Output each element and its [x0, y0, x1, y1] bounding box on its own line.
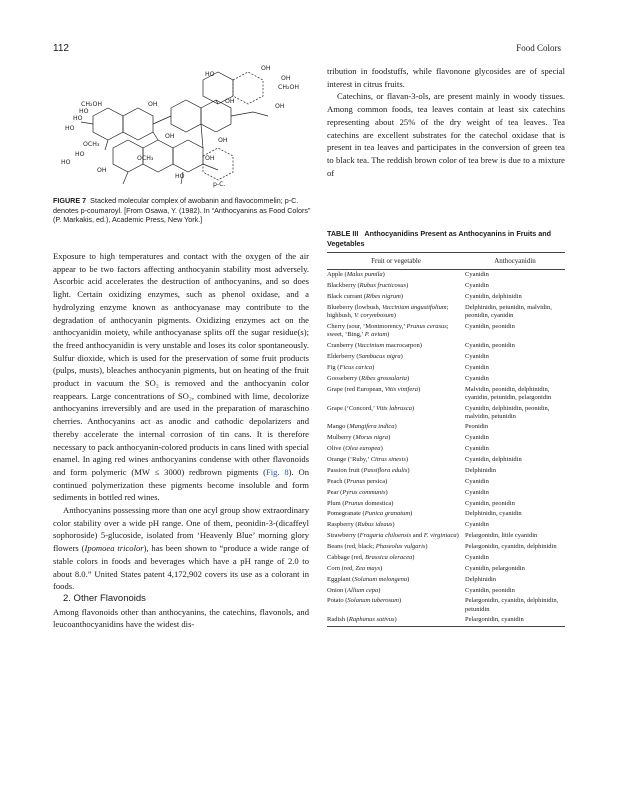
table-title-text: Anthocyanidins Present as Anthocyanins in Fruits and Vegetables: [327, 229, 552, 248]
anthocyanidin-cell: Cyanidin, delphinidin: [465, 456, 522, 464]
structure-labels: [61, 65, 299, 188]
structure-bonds: [81, 72, 268, 184]
fruit-cell: Pear (Pyrus communis): [327, 488, 388, 496]
table-row: [327, 520, 565, 531]
table-row: [327, 531, 565, 542]
fruit-cell: Black currant (Ribes nigrum): [327, 293, 404, 301]
table-row: [327, 553, 565, 564]
structure-label: HO: [79, 108, 89, 115]
fruit-cell: Cranberry (Vaccinium macrocarpon): [327, 342, 422, 350]
anthocyanidin-cell: Cyanidin, peonidin: [465, 499, 515, 507]
fruit-cell: Blackberry (Rubus fructicosus): [327, 282, 409, 290]
anthocyanidin-cell: Malvidin, peonidin, delphinidin, cyanidin, petunidin, pelargonidin: [465, 385, 552, 401]
figure-caption-label: FIGURE 7: [53, 196, 87, 205]
fruit-cell: Gooseberry (Ribes grossularia): [327, 374, 410, 382]
anthocyanidin-cell: Cyanidin: [465, 282, 489, 290]
anthocyanidin-cell: Pelargonidin, little cyanidin: [465, 532, 538, 540]
fruit-cell: Raspberry (Rubus ideaus): [327, 521, 395, 529]
anthocyanidin-table: [327, 252, 565, 627]
table-row: [327, 303, 565, 322]
paragraph: [53, 504, 309, 593]
fruit-cell: Plum (Prunus domestica): [327, 499, 394, 507]
anthocyanidin-cell: Pelargonidin, cyanidin, delphinidin, petunidin: [465, 597, 559, 613]
table-row: [327, 322, 565, 341]
table-row: [327, 487, 565, 498]
structure-label: OH: [148, 101, 158, 108]
fruit-cell: Strawberry (Fragaria chiloensis and F. virginiaca): [327, 532, 459, 540]
table-row: [327, 444, 565, 455]
table-row: [327, 373, 565, 384]
paragraph-text: ). On continued polymerization these pigments become insoluble and form sediments in bottled red wines.: [53, 466, 309, 503]
figure-caption: [53, 196, 313, 225]
paragraph-text: Exposure to high temperatures and contact with the oxygen of the air appear to be two factors affecting anthocyanin stability most adversely. Ascorbic acid accelerates the destruction of anthocyanins, and so does light. Certain oxidizing enzymes, such as phenol oxidase, and a hydrolyzing enzyme known as anthocyanase may contribute to the degradation of anthocyanin pigments. Oxidizing enzymes act on the anthocyanidin moiety, while anthocyanase splits off the sugar residue(s); the freed anthocyanidin is very unstable and loses its color spontaneously. Sulfur dioxide, which is used for the preservation of some fruit products (pulps, musts), bleaches anthocyanin pigments, but on heating of the fruit product in vacuum the SO₂ is removed and the anthocyanin color reappears. Large concentrations of SO₂, combined with lime, decolorize anthocyanins irreversibly and are used in the preparation of maraschino cherries. Anthocyanins act as anodic and cathodic depolarizers and thereby accelerate the internal corrosion of tin cans. It is therefore necessary to pack anthocyanin-colored products in cans lined with special enamel. In aging red wines anthocyanins condense with other flavonoids and form polymeric (MW ≤ 3000) redbrown pigments (: [53, 251, 309, 477]
anthocyanidin-cell: Cyanidin: [465, 521, 489, 529]
table-row: [327, 362, 565, 373]
structure-label: HO: [205, 71, 215, 78]
anthocyanidin-cell: Cyanidin: [465, 374, 489, 382]
anthocyanidin-cell: Cyanidin, pelargonidin: [465, 564, 525, 572]
table-header-row: [327, 253, 565, 270]
page-number: 112: [53, 43, 69, 54]
fruit-cell: Radish (Raphanus sativus): [327, 615, 465, 626]
anthocyanidin-cell: Pelargonidin, cyanidin, delphinidin: [465, 543, 557, 551]
table-row: [327, 352, 565, 363]
fruit-cell: Onion (Allium cepa): [327, 586, 381, 594]
species-name: Ipomoea tricolor: [84, 543, 144, 554]
anthocyanidin-cell: Cyanidin, peonidin: [465, 342, 515, 350]
anthocyanidin-cell: Cyanidin: [465, 477, 489, 485]
table-row: [327, 433, 565, 444]
fruit-cell: Peach (Prunus persica): [327, 477, 388, 485]
right-column: [327, 65, 565, 179]
paragraph: [53, 250, 309, 504]
fruit-cell: Mulberry (Morus nigra): [327, 434, 391, 442]
table-row: [327, 422, 565, 433]
fruit-cell: Orange (‘Ruby,’ Citrus sinesis): [327, 456, 409, 464]
fruit-cell: Cherry (sour, ‘Montmorency,’ Prunus cerasus; sweet, ‘Bing,’ P. avium): [327, 323, 449, 339]
table-row: [327, 476, 565, 487]
anthocyanidin-cell: Cyanidin: [465, 488, 489, 496]
structure-label: OH: [165, 133, 175, 140]
structure-label: HO: [175, 173, 185, 180]
anthocyanidin-cell: Delphinidin, petunidin, malvidin, peonidin, cyanidin: [465, 304, 552, 320]
table-row: [327, 563, 565, 574]
fruit-cell: Corn (red, Zea mays): [327, 564, 383, 572]
column-header-anthocyanidin: Anthocyanidin: [465, 253, 565, 270]
running-title: Food Colors: [516, 43, 561, 53]
fruit-cell: Blueberry (lowbush, Vaccinium angustifolium; highbush, V. corymbosum): [327, 304, 449, 320]
structure-label: HO: [73, 115, 83, 122]
structure-label: p-C.: [213, 181, 226, 188]
anthocyanidin-cell: Delphinidin, cyanidin: [465, 510, 522, 518]
table-row: [327, 455, 565, 466]
fruit-cell: Mango (Mangifera indica): [327, 423, 397, 431]
anthocyanidin-cell: Cyanidin: [465, 445, 489, 453]
anthocyanidin-cell: Cyanidin: [465, 271, 489, 279]
structure-label: OH: [218, 137, 228, 144]
anthocyanidin-cell: Cyanidin: [465, 363, 489, 371]
anthocyanidin-cell: Peonidin: [465, 423, 489, 431]
table-row: [327, 615, 565, 626]
fruit-cell: Cabbage (red, Brassica oleracea): [327, 553, 415, 561]
anthocyanidin-cell: Cyanidin, delphinidin: [465, 293, 522, 301]
fruit-cell: Grape (red European, Vitis vinifera): [327, 385, 421, 393]
fruit-cell: Potato (Solanum tuberosum): [327, 597, 402, 605]
table-row: [327, 596, 565, 615]
structure-label: HO: [75, 151, 85, 158]
anthocyanidin-cell: Cyanidin: [465, 553, 489, 561]
table-row: [327, 270, 565, 281]
figure-8-link[interactable]: Fig. 8: [265, 466, 289, 477]
structure-label: OH: [205, 155, 215, 162]
structure-label: OCH₃: [83, 141, 100, 148]
table-row: [327, 341, 565, 352]
structure-label: OH: [225, 98, 235, 105]
structure-label: OH: [275, 103, 285, 110]
paragraph-text: ), has been shown to “produce a wide range of stable colors in foods and beverages which have a pH range of 2.0 to about 8.0.” United States patent 4,172,902 covers its use as a colorant in foods.: [53, 543, 309, 592]
fruit-cell: Fig (Ficus carica): [327, 363, 375, 371]
fruit-cell: Pomegranate (Punica granatum): [327, 510, 413, 518]
fruit-cell: Beans (red, black; Phaseolus vulgaris): [327, 543, 428, 551]
paragraph: tribution in foodstuffs, while flavonone glycosides are of special interest in citrus fruits.: [327, 66, 565, 89]
paragraph: Catechins, or flavan-3-ols, are present mainly in woody tissues. Among common foods, tea leaves contain at least six catechins representing about 25% of the dry weight of tea leaves. Tea catechins are excellent substrates for the catechol oxidase that is present in tea leaves and participates in the conversion of green tea to black tea. The reddish brown color of tea brew is due to a mixture of: [327, 91, 565, 178]
paragraph: Among flavonoids other than anthocyanins, the catechins, flavonols, and leucoanthocyanidins have the widest dis-: [53, 606, 309, 630]
anthocyanidin-cell: Cyanidin, delphinidin, peonidin, malvidin, petunidin: [465, 404, 550, 420]
table-row: [327, 542, 565, 553]
table-row: [327, 292, 565, 303]
structure-label: CH₂OH: [278, 84, 299, 91]
fruit-cell: Eggplant (Solanum melongena): [327, 575, 410, 583]
table-row: [327, 403, 565, 422]
paragraph-text: Anthocyanins possessing more than one acyl group show extraordinary color stability over a wide pH range. One of them, peonidin-3-(dicaffeyl sophoroside) 5-glucoside, isolated from ‘Heavenly Blue’ morning glory flowers (: [53, 505, 309, 554]
fruit-cell: Olive (Olea europea): [327, 445, 383, 453]
table-row: [327, 281, 565, 292]
anthocyanidin-cell: Delphinidin: [465, 466, 497, 474]
anthocyanidin-cell: Delphinidin: [465, 575, 497, 583]
table-title: [327, 229, 565, 248]
anthocyanidin-cell: Pelargonidin, cyanidin: [465, 615, 565, 626]
anthocyanidin-cell: Cyanidin, peonidin: [465, 323, 515, 331]
column-header-fruit: Fruit or vegetable: [327, 253, 465, 270]
fruit-cell: Apple (Malus pumila): [327, 271, 385, 279]
structure-label: CH₂OH: [81, 101, 102, 108]
table-row: [327, 466, 565, 477]
section-heading: 2. Other Flavonoids: [63, 592, 146, 604]
figure-caption-text: Stacked molecular complex of awobanin and flavocommelin; p-C. denotes p-coumaroyl. [From Osawa, Y. (1982). In “Anthocyanins as Food Colors” (P. Markakis, ed.), Academic Press, New York.]: [53, 196, 311, 225]
structure-label: OH: [97, 167, 107, 174]
molecular-complex-figure: [53, 60, 311, 190]
anthocyanidin-cell: Cyanidin: [465, 434, 489, 442]
structure-label: HO: [61, 159, 71, 166]
fruit-cell: Grape (‘Concord,’ Vitis labrusca): [327, 404, 415, 412]
structure-label: OCH₃: [137, 155, 154, 162]
table-row: [327, 585, 565, 596]
anthocyanidin-cell: Cyanidin: [465, 352, 489, 360]
table-row: [327, 384, 565, 403]
table-row: [327, 574, 565, 585]
structure-label: OH: [281, 75, 291, 82]
left-column: [53, 250, 309, 631]
fruit-cell: Passion fruit (Passiflora edulis): [327, 466, 410, 474]
anthocyanidin-cell: Cyanidin, peonidin: [465, 586, 515, 594]
table-row: [327, 509, 565, 520]
fruit-cell: Elderberry (Sambucus nigra): [327, 352, 403, 360]
table-row: [327, 498, 565, 509]
table-label: TABLE III: [327, 229, 359, 238]
structure-label: HO: [65, 125, 75, 132]
structure-label: OH: [261, 65, 271, 72]
